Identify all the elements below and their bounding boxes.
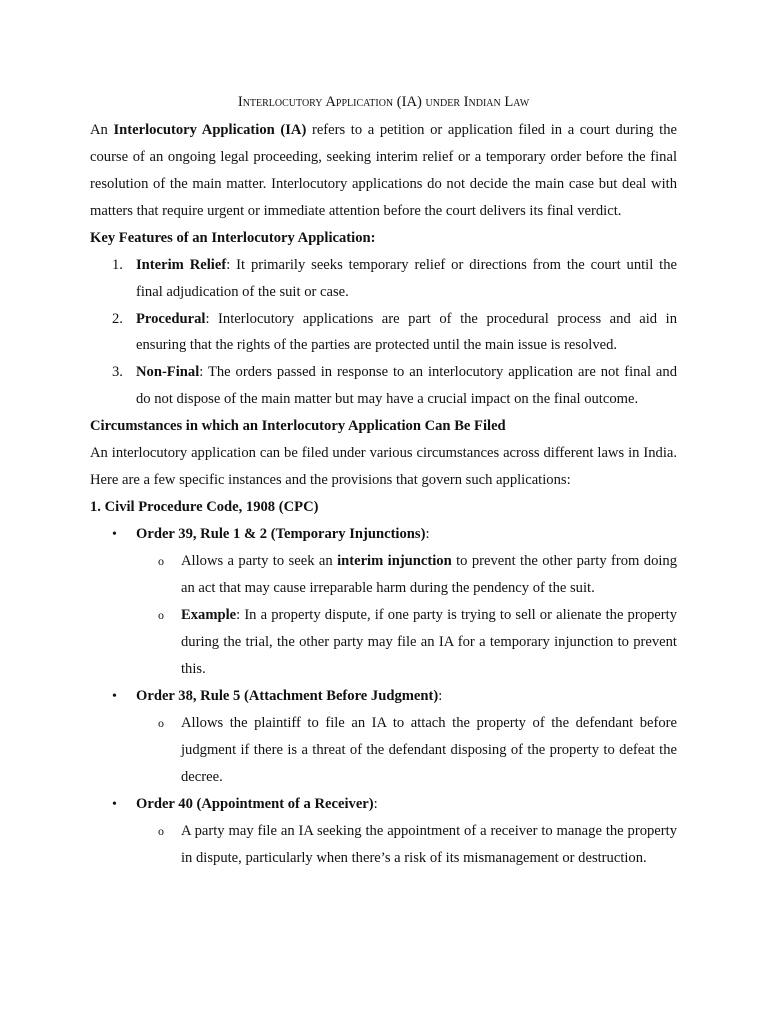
point-pre: Allows the plaintiff to file an IA to attach the property of the defendant before judgment if there is a threat of the defendant disposing of the property to defeat the decree. (181, 714, 677, 785)
intro-term: Interlocutory Application (IA) (113, 122, 307, 138)
bullet-icon: • (112, 526, 117, 542)
order-title: Order 38, Rule 5 (Attachment Before Judgment) (136, 687, 439, 704)
sub-bullet-icon: o (158, 607, 164, 622)
point-pre: A party may file an IA seeking the appointment of a receiver to manage the property in dispute, particularly when there’s a risk of its mismanagement or destruction. (181, 822, 677, 866)
order-title: Order 39, Rule 1 & 2 (Temporary Injunctions) (136, 525, 426, 542)
orders-list (90, 521, 677, 872)
sub-bullet-icon: o (158, 553, 164, 568)
feature-number: 1. (112, 257, 123, 273)
document-title: Interlocutory Application (IA) under Indian Law (237, 94, 530, 110)
point-post: to prevent the other party from doing an act that may cause irreparable harm during the pendency of the suit. (181, 552, 678, 596)
cpc-heading: 1. Civil Procedure Code, 1908 (CPC) (90, 498, 319, 515)
features-heading: Key Features of an Interlocutory Application: (90, 230, 376, 246)
order-item (90, 683, 677, 791)
feature-item (90, 359, 677, 413)
order-points (136, 548, 677, 683)
circumstances-paragraph: An interlocutory application can be filed under various circumstances across different laws in India. Here are a few specific instances and the provisions that govern such applications: (90, 444, 677, 488)
order-colon: : (373, 795, 378, 812)
order-points (136, 818, 677, 872)
order-points (136, 710, 677, 791)
intro-text: refers to a petition or application filed in a court during the course of an ongoing legal proceeding, seeking interim relief or a temporary order before the final resolution of the main matter. Interlocutory applications do not decide the main case but deal with matters that require urgent or immediate attention before the court delivers its final verdict. (90, 122, 677, 219)
feature-title: Interim Relief (136, 257, 227, 273)
feature-text: : The orders passed in response to an interlocutory application are not final and do not dispose of the main matter but may have a crucial impact on the final outcome. (136, 364, 677, 407)
point-bold: Example (181, 606, 237, 623)
sub-bullet-icon: o (158, 823, 164, 838)
order-item (90, 791, 677, 872)
point-post: : In a property dispute, if one party is trying to sell or alienate the property during the trial, the other party may file an IA for a temporary injunction to prevent this. (181, 606, 677, 677)
order-point (136, 548, 677, 602)
point-pre: Allows a party to seek an (181, 552, 338, 569)
feature-item (90, 306, 677, 360)
order-point (136, 818, 677, 872)
feature-number: 3. (112, 364, 123, 381)
feature-text: : It primarily seeks temporary relief or directions from the court until the final adjudication of the suit or case. (136, 257, 677, 300)
order-title: Order 40 (Appointment of a Receiver) (136, 795, 374, 812)
intro-pre: An (90, 122, 114, 138)
order-item (90, 521, 677, 683)
feature-item (90, 252, 677, 306)
order-point (136, 602, 677, 683)
intro-paragraph (90, 117, 677, 225)
order-colon: : (425, 525, 430, 542)
features-list (90, 252, 677, 413)
feature-title: Procedural (136, 310, 206, 327)
order-point (136, 710, 677, 791)
bullet-icon: • (112, 688, 117, 704)
order-colon: : (438, 687, 443, 704)
document-body (90, 92, 677, 872)
sub-bullet-icon: o (158, 715, 164, 730)
feature-title: Non-Final (136, 364, 200, 381)
bullet-icon: • (112, 796, 117, 812)
feature-number: 2. (112, 310, 123, 327)
circumstances-heading: Circumstances in which an Interlocutory Application Can Be Filed (90, 417, 506, 434)
point-bold: interim injunction (337, 552, 452, 569)
feature-text: : Interlocutory applications are part of the procedural process and aid in ensuring that the rights of the parties are protected until the main issue is resolved. (136, 310, 677, 354)
